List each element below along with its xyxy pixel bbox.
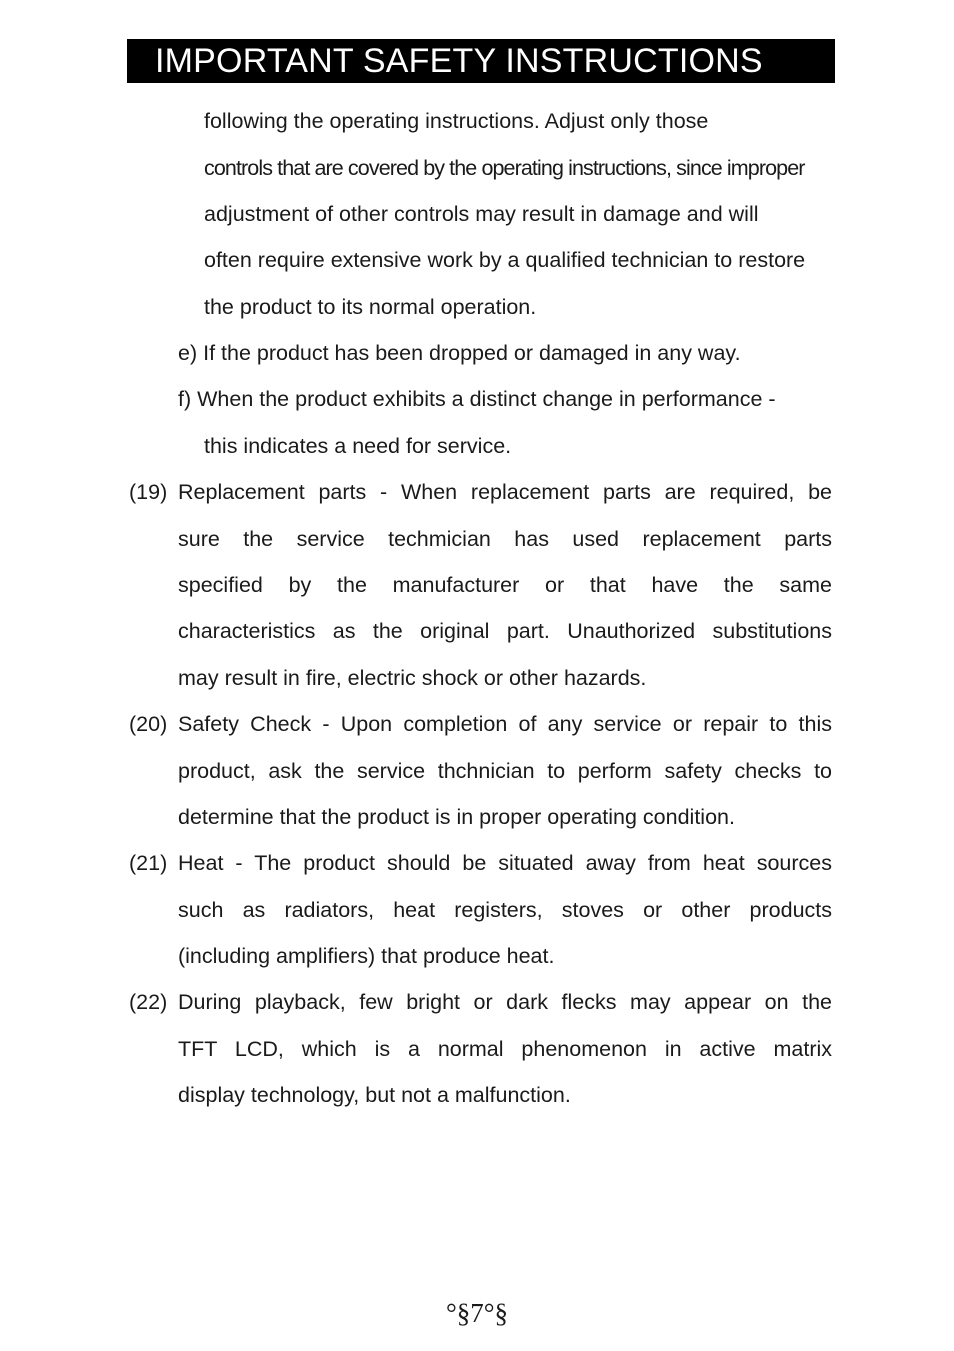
item-line: Safety Check - Upon completion of any service or repair to this — [178, 712, 832, 736]
item-line: display technology, but not a malfunction. — [178, 1083, 571, 1107]
item-line: During playback, few bright or dark flecks may appear on the — [178, 990, 832, 1014]
page-number: °§7°§ — [445, 1298, 509, 1328]
sub-item-f-line-1: f) When the product exhibits a distinct change in performance - — [178, 387, 776, 411]
item-line: specified by the manufacturer or that have the same — [178, 573, 832, 597]
item-line: Replacement parts - When replacement parts are required, be — [178, 480, 832, 504]
item-line: TFT LCD, which is a normal phenomenon in active matrix — [178, 1037, 832, 1061]
continuation-line-3: adjustment of other controls may result in damage and will — [204, 202, 759, 226]
item-number: (20) — [129, 712, 168, 736]
item-line: sure the service techmician has used replacement parts — [178, 527, 832, 551]
continuation-line-1: following the operating instructions. Adjust only those — [204, 109, 709, 133]
item-line: such as radiators, heat registers, stoves or other products — [178, 898, 832, 922]
sub-item-e: e) If the product has been dropped or damaged in any way. — [178, 341, 741, 365]
continuation-line-5: the product to its normal operation. — [204, 295, 537, 319]
item-line: product, ask the service thchnician to perform safety checks to — [178, 759, 832, 783]
item-line: characteristics as the original part. Unauthorized substitutions — [178, 619, 832, 643]
continuation-line-4: often require extensive work by a qualified technician to restore — [204, 248, 806, 272]
continuation-line-2: controls that are covered by the operating instructions, since improper — [204, 156, 805, 180]
sub-item-f-line-2: this indicates a need for service. — [204, 434, 512, 458]
item-number: (19) — [129, 480, 168, 504]
item-line: determine that the product is in proper operating condition. — [178, 805, 735, 829]
item-number: (21) — [129, 851, 168, 875]
item-line: may result in fire, electric shock or other hazards. — [178, 666, 647, 690]
item-line: Heat - The product should be situated away from heat sources — [178, 851, 832, 875]
item-line: (including amplifiers) that produce heat. — [178, 944, 555, 968]
item-number: (22) — [129, 990, 168, 1014]
page-title: IMPORTANT SAFETY INSTRUCTIONS — [127, 39, 835, 83]
